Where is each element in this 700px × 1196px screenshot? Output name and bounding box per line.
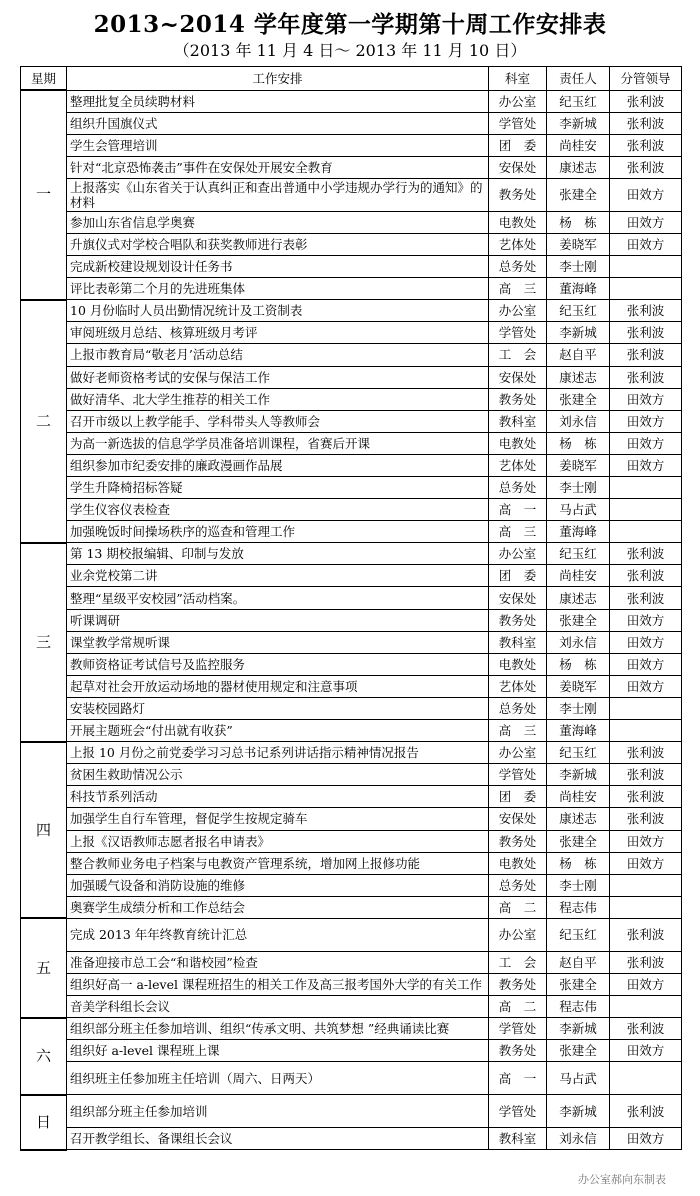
table-row <box>21 134 682 156</box>
table-row <box>21 90 682 112</box>
table-row <box>21 156 682 178</box>
header-leader: 分管领导 <box>610 67 682 91</box>
person-cell: 杨 栋 <box>547 852 610 874</box>
leader-cell: 张利波 <box>610 587 682 609</box>
leader-cell: 张利波 <box>610 808 682 830</box>
header-weekday: 星期 <box>21 67 67 91</box>
task-cell: 加强晚饭时间操场秩序的巡查和管理工作 <box>67 521 489 543</box>
task-cell: 准备迎接市总工会“和谐校园”检查 <box>67 951 489 973</box>
dept-cell: 办公室 <box>489 90 547 112</box>
task-cell: 组织部分班主任参加培训 <box>67 1095 489 1128</box>
leader-cell <box>610 996 682 1018</box>
dept-cell: 办公室 <box>489 300 547 322</box>
dept-cell: 总务处 <box>489 256 547 278</box>
person-cell: 纪玉红 <box>547 918 610 951</box>
person-cell: 康述志 <box>547 808 610 830</box>
table-row <box>21 996 682 1018</box>
dept-cell: 教务处 <box>489 609 547 631</box>
leader-cell: 田效方 <box>610 631 682 653</box>
person-cell: 杨 栋 <box>547 211 610 233</box>
task-cell: 奥赛学生成绩分析和工作总结会 <box>67 896 489 918</box>
dept-cell: 团 委 <box>489 786 547 808</box>
dept-cell: 电教处 <box>489 653 547 675</box>
task-cell: 评比表彰第二个月的先进班集体 <box>67 278 489 300</box>
leader-cell: 田效方 <box>610 432 682 454</box>
dept-cell: 安保处 <box>489 808 547 830</box>
schedule-body <box>21 90 682 1150</box>
dept-cell: 总务处 <box>489 697 547 719</box>
dept-cell: 办公室 <box>489 918 547 951</box>
table-row <box>21 1018 682 1040</box>
task-cell: 音美学科组长会议 <box>67 996 489 1018</box>
dept-cell: 艺体处 <box>489 675 547 697</box>
dept-cell: 总务处 <box>489 477 547 499</box>
table-row <box>21 742 682 764</box>
table-row <box>21 1128 682 1150</box>
table-row <box>21 322 682 344</box>
task-cell: 学生升降椅招标答疑 <box>67 477 489 499</box>
leader-cell: 张利波 <box>610 742 682 764</box>
person-cell: 李新城 <box>547 322 610 344</box>
header-row <box>21 67 682 91</box>
person-cell: 李新城 <box>547 764 610 786</box>
task-cell: 参加山东省信息学奥赛 <box>67 211 489 233</box>
person-cell: 李新城 <box>547 1095 610 1128</box>
table-row <box>21 178 682 211</box>
leader-cell: 张利波 <box>610 1095 682 1128</box>
person-cell: 李新城 <box>547 1018 610 1040</box>
date-range: （2013 年 11 月 4 日～ 2013 年 11 月 10 日） <box>173 41 527 60</box>
table-row <box>21 278 682 300</box>
dept-cell: 学管处 <box>489 764 547 786</box>
table-row <box>21 973 682 995</box>
task-cell: 整理批复全员续聘材料 <box>67 90 489 112</box>
person-cell: 康述志 <box>547 156 610 178</box>
leader-cell <box>610 874 682 896</box>
person-cell: 纪玉红 <box>547 300 610 322</box>
dept-cell: 教务处 <box>489 178 547 211</box>
schedule-table <box>20 66 682 1151</box>
table-row <box>21 764 682 786</box>
dept-cell: 教务处 <box>489 1040 547 1062</box>
table-row <box>21 896 682 918</box>
person-cell: 尚桂安 <box>547 786 610 808</box>
dept-cell: 安保处 <box>489 587 547 609</box>
table-row <box>21 697 682 719</box>
person-cell: 姜晓军 <box>547 675 610 697</box>
person-cell: 董海峰 <box>547 521 610 543</box>
task-cell: 开展主题班会“付出就有收获” <box>67 720 489 742</box>
task-cell: 组织班主任参加班主任培训（周六、日两天） <box>67 1062 489 1095</box>
table-row <box>21 830 682 852</box>
table-row <box>21 720 682 742</box>
table-row <box>21 543 682 565</box>
table-row <box>21 786 682 808</box>
leader-cell: 张利波 <box>610 565 682 587</box>
weekday-cell: 五 <box>21 918 67 1017</box>
person-cell: 程志伟 <box>547 896 610 918</box>
person-cell: 刘永信 <box>547 631 610 653</box>
person-cell: 姜晓军 <box>547 233 610 255</box>
weekday-cell: 二 <box>21 300 67 543</box>
task-cell: 加强暖气设备和消防设施的维修 <box>67 874 489 896</box>
dept-cell: 工 会 <box>489 344 547 366</box>
task-cell: 科技节系列活动 <box>67 786 489 808</box>
dept-cell: 教科室 <box>489 631 547 653</box>
person-cell: 刘永信 <box>547 410 610 432</box>
table-row <box>21 631 682 653</box>
leader-cell: 张利波 <box>610 344 682 366</box>
task-cell: 针对“北京恐怖袭击”事件在安保处开展安全教育 <box>67 156 489 178</box>
dept-cell: 办公室 <box>489 543 547 565</box>
header-person: 责任人 <box>547 67 610 91</box>
person-cell: 董海峰 <box>547 720 610 742</box>
person-cell: 赵自平 <box>547 951 610 973</box>
task-cell: 加强学生自行车管理，督促学生按规定骑车 <box>67 808 489 830</box>
leader-cell: 张利波 <box>610 156 682 178</box>
table-row <box>21 432 682 454</box>
table-row <box>21 587 682 609</box>
table-row <box>21 454 682 476</box>
person-cell: 张建全 <box>547 178 610 211</box>
weekday-cell: 六 <box>21 1018 67 1095</box>
dept-cell: 电教处 <box>489 211 547 233</box>
task-cell: 组织参加市纪委安排的廉政漫画作品展 <box>67 454 489 476</box>
table-row <box>21 211 682 233</box>
dept-cell: 总务处 <box>489 874 547 896</box>
person-cell: 赵自平 <box>547 344 610 366</box>
leader-cell: 张利波 <box>610 90 682 112</box>
table-row <box>21 366 682 388</box>
weekday-cell: 三 <box>21 543 67 742</box>
table-row <box>21 653 682 675</box>
table-row <box>21 521 682 543</box>
person-cell: 李士刚 <box>547 697 610 719</box>
person-cell: 马占武 <box>547 1062 610 1095</box>
task-cell: 审阅班级月总结、核算班级月考评 <box>67 322 489 344</box>
dept-cell: 工 会 <box>489 951 547 973</box>
task-cell: 上报落实《山东省关于认真纠正和查出普通中小学违规办学行为的通知》的材料 <box>67 178 489 211</box>
task-cell: 听课调研 <box>67 609 489 631</box>
dept-cell: 办公室 <box>489 742 547 764</box>
header-task: 工作安排 <box>67 67 489 91</box>
leader-cell: 田效方 <box>610 973 682 995</box>
weekday-cell: 四 <box>21 742 67 919</box>
dept-cell: 艺体处 <box>489 233 547 255</box>
table-row <box>21 852 682 874</box>
leader-cell: 张利波 <box>610 322 682 344</box>
person-cell: 程志伟 <box>547 996 610 1018</box>
dept-cell: 高 一 <box>489 1062 547 1095</box>
task-cell: 组织好 a-level 课程班上课 <box>67 1040 489 1062</box>
dept-cell: 电教处 <box>489 852 547 874</box>
task-cell: 课堂教学常规听课 <box>67 631 489 653</box>
task-cell: 上报 10 月份之前党委学习习总书记系列讲话指示精神情况报告 <box>67 742 489 764</box>
leader-cell <box>610 1062 682 1095</box>
weekday-cell: 日 <box>21 1095 67 1150</box>
dept-cell: 团 委 <box>489 565 547 587</box>
table-row <box>21 233 682 255</box>
dept-cell: 安保处 <box>489 156 547 178</box>
table-row <box>21 499 682 521</box>
table-row <box>21 344 682 366</box>
task-cell: 完成新校建设规划设计任务书 <box>67 256 489 278</box>
person-cell: 纪玉红 <box>547 543 610 565</box>
leader-cell: 田效方 <box>610 1128 682 1150</box>
task-cell: 上报市教育局“敬老月’活动总结 <box>67 344 489 366</box>
person-cell: 康述志 <box>547 366 610 388</box>
person-cell: 张建全 <box>547 1040 610 1062</box>
person-cell: 张建全 <box>547 830 610 852</box>
person-cell: 尚桂安 <box>547 134 610 156</box>
person-cell: 董海峰 <box>547 278 610 300</box>
dept-cell: 高 三 <box>489 521 547 543</box>
table-row <box>21 874 682 896</box>
leader-cell: 张利波 <box>610 764 682 786</box>
table-row <box>21 808 682 830</box>
footer-credit: 办公室郝向东制表 <box>578 1173 666 1186</box>
person-cell: 刘永信 <box>547 1128 610 1150</box>
task-cell: 学生会管理培训 <box>67 134 489 156</box>
leader-cell: 张利波 <box>610 1018 682 1040</box>
leader-cell <box>610 256 682 278</box>
leader-cell: 张利波 <box>610 134 682 156</box>
dept-cell: 电教处 <box>489 432 547 454</box>
dept-cell: 教科室 <box>489 1128 547 1150</box>
leader-cell <box>610 697 682 719</box>
leader-cell: 田效方 <box>610 454 682 476</box>
leader-cell: 田效方 <box>610 178 682 211</box>
header-dept: 科室 <box>489 67 547 91</box>
leader-cell: 田效方 <box>610 852 682 874</box>
table-row <box>21 609 682 631</box>
person-cell: 李士刚 <box>547 874 610 896</box>
person-cell: 姜晓军 <box>547 454 610 476</box>
dept-cell: 高 二 <box>489 896 547 918</box>
task-cell: 业余党校第二讲 <box>67 565 489 587</box>
task-cell: 起草对社会开放运动场地的器材使用规定和注意事项 <box>67 675 489 697</box>
leader-cell: 田效方 <box>610 830 682 852</box>
table-row <box>21 256 682 278</box>
table-row <box>21 112 682 134</box>
task-cell: 升旗仪式对学校合唱队和获奖教师进行表彰 <box>67 233 489 255</box>
table-row <box>21 675 682 697</box>
table-row <box>21 1040 682 1062</box>
leader-cell <box>610 896 682 918</box>
task-cell: 安装校园路灯 <box>67 697 489 719</box>
leader-cell: 张利波 <box>610 543 682 565</box>
table-row <box>21 388 682 410</box>
task-cell: 做好清华、北大学生推荐的相关工作 <box>67 388 489 410</box>
person-cell: 杨 栋 <box>547 653 610 675</box>
task-cell: 贫困生救助情况公示 <box>67 764 489 786</box>
leader-cell: 张利波 <box>610 918 682 951</box>
task-cell: 完成 2013 年年终教育统计汇总 <box>67 918 489 951</box>
dept-cell: 艺体处 <box>489 454 547 476</box>
person-cell: 纪玉红 <box>547 90 610 112</box>
dept-cell: 教务处 <box>489 388 547 410</box>
dept-cell: 高 三 <box>489 278 547 300</box>
person-cell: 马占武 <box>547 499 610 521</box>
person-cell: 张建全 <box>547 609 610 631</box>
person-cell: 尚桂安 <box>547 565 610 587</box>
task-cell: 为高一新选拔的信息学学员准备培训课程，省赛后开课 <box>67 432 489 454</box>
leader-cell <box>610 720 682 742</box>
dept-cell: 学管处 <box>489 1018 547 1040</box>
task-cell: 上报《汉语教师志愿者报名申请表》 <box>67 830 489 852</box>
leader-cell: 田效方 <box>610 675 682 697</box>
task-cell: 做好老师资格考试的安保与保洁工作 <box>67 366 489 388</box>
task-cell: 组织升国旗仪式 <box>67 112 489 134</box>
leader-cell: 张利波 <box>610 300 682 322</box>
leader-cell: 田效方 <box>610 1040 682 1062</box>
person-cell: 李新城 <box>547 112 610 134</box>
table-row <box>21 1062 682 1095</box>
leader-cell: 张利波 <box>610 112 682 134</box>
table-row <box>21 1095 682 1128</box>
table-row <box>21 565 682 587</box>
leader-cell: 张利波 <box>610 951 682 973</box>
dept-cell: 教科室 <box>489 410 547 432</box>
task-cell: 学生仪容仪表检查 <box>67 499 489 521</box>
task-cell: 整合教师业务电子档案与电教资产管理系统，增加网上报修功能 <box>67 852 489 874</box>
person-cell: 康述志 <box>547 587 610 609</box>
dept-cell: 学管处 <box>489 112 547 134</box>
task-cell: 10 月份临时人员出勤情况统计及工资制表 <box>67 300 489 322</box>
dept-cell: 学管处 <box>489 1095 547 1128</box>
table-row <box>21 918 682 951</box>
task-cell: 教师资格证考试信号及监控服务 <box>67 653 489 675</box>
person-cell: 张建全 <box>547 973 610 995</box>
table-row <box>21 410 682 432</box>
table-row <box>21 951 682 973</box>
dept-cell: 高 二 <box>489 996 547 1018</box>
table-row <box>21 477 682 499</box>
task-cell: 组织好高一 a-level 课程班招生的相关工作及高三报考国外大学的有关工作 <box>67 973 489 995</box>
table-row <box>21 300 682 322</box>
dept-cell: 高 三 <box>489 720 547 742</box>
task-cell: 第 13 期校报编辑、印制与发放 <box>67 543 489 565</box>
task-cell: 整理“星级平安校园”活动档案。 <box>67 587 489 609</box>
task-cell: 召开市级以上教学能手、学科带头人等教师会 <box>67 410 489 432</box>
leader-cell: 田效方 <box>610 211 682 233</box>
person-cell: 李士刚 <box>547 477 610 499</box>
task-cell: 召开教学组长、备课组长会议 <box>67 1128 489 1150</box>
dept-cell: 高 一 <box>489 499 547 521</box>
leader-cell <box>610 477 682 499</box>
leader-cell: 田效方 <box>610 388 682 410</box>
dept-cell: 学管处 <box>489 322 547 344</box>
leader-cell: 张利波 <box>610 786 682 808</box>
leader-cell <box>610 278 682 300</box>
dept-cell: 教务处 <box>489 973 547 995</box>
person-cell: 纪玉红 <box>547 742 610 764</box>
leader-cell <box>610 499 682 521</box>
person-cell: 张建全 <box>547 388 610 410</box>
page-title: 2013~2014 学年度第一学期第十周工作安排表 <box>93 11 607 38</box>
dept-cell: 团 委 <box>489 134 547 156</box>
leader-cell: 张利波 <box>610 366 682 388</box>
task-cell: 组织部分班主任参加培训、组织“传承文明、共筑梦想 ”经典诵读比赛 <box>67 1018 489 1040</box>
leader-cell: 田效方 <box>610 410 682 432</box>
person-cell: 李士刚 <box>547 256 610 278</box>
leader-cell: 田效方 <box>610 653 682 675</box>
leader-cell: 田效方 <box>610 233 682 255</box>
weekday-cell: 一 <box>21 90 67 300</box>
leader-cell: 田效方 <box>610 609 682 631</box>
person-cell: 杨 栋 <box>547 432 610 454</box>
dept-cell: 安保处 <box>489 366 547 388</box>
leader-cell <box>610 521 682 543</box>
dept-cell: 教务处 <box>489 830 547 852</box>
